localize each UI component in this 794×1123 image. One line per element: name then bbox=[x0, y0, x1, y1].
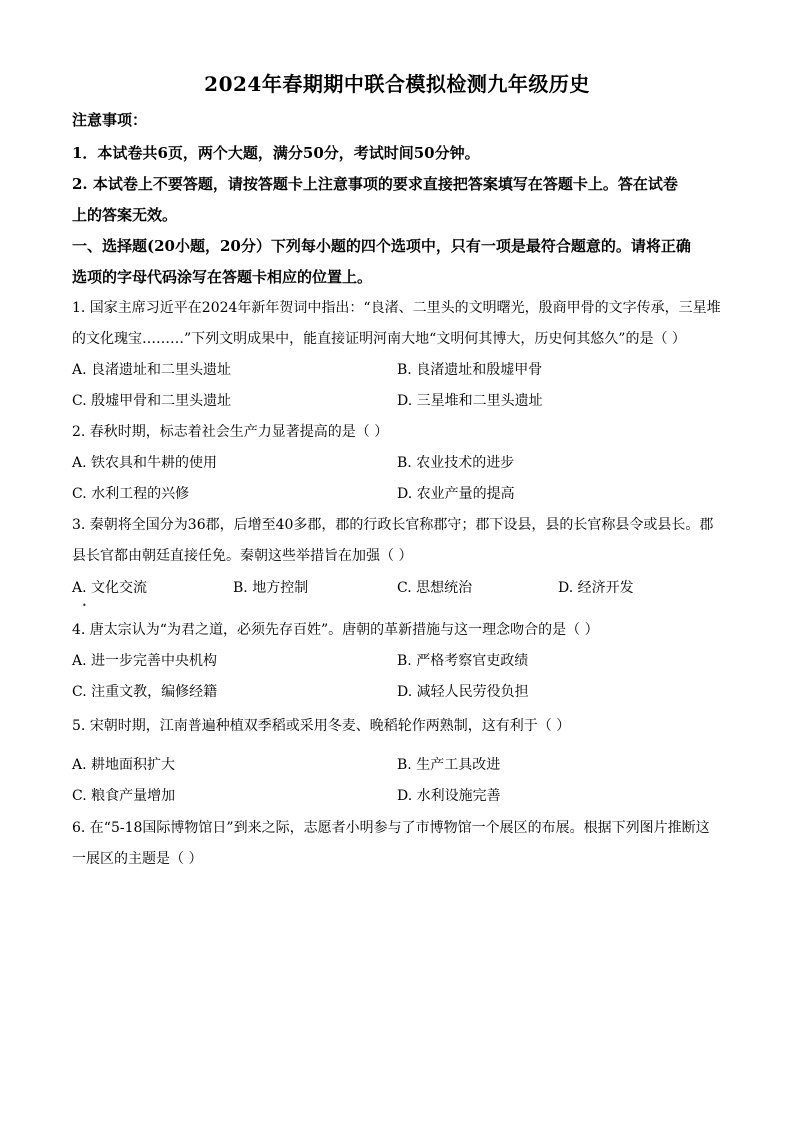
q5-option-a[interactable]: A. 耕地面积扩大 bbox=[72, 757, 176, 773]
q6-stem-line1: 6. 在“5-18国际博物馆日”到来之际，志愿者小明参与了市博物馆一个展区的布展。根据下列图片推断这 bbox=[72, 820, 710, 836]
notice-item-1: 1．本试卷共6页，两个大题，满分50分，考试时间50分钟。 bbox=[72, 144, 480, 162]
q1-option-d[interactable]: D. 三星堆和二里头遗址 bbox=[397, 393, 543, 409]
q6-stem-line2: 一展区的主题是（ ） bbox=[72, 851, 203, 867]
notice-item-2: 2. 本试卷上不要答题，请按答题卡上注意事项的要求直接把答案填写在答题卡上。答在试卷 bbox=[72, 175, 678, 193]
q2-stem: 2. 春秋时期，标志着社会生产力显著提高的是（ ） bbox=[72, 424, 389, 440]
q4-option-a[interactable]: A. 进一步完善中央机构 bbox=[72, 653, 218, 669]
q4-stem: 4. 唐太宗认为“为君之道，必须先存百姓”。唐朝的革新措施与这一理念吻合的是（ ） bbox=[72, 622, 599, 638]
q1-option-c[interactable]: C. 殷墟甲骨和二里头遗址 bbox=[72, 393, 232, 409]
q1-stem-line2: 的文化瑰宝………”下列文明成果中，能直接证明河南大地“文明何其博大，历史何其悠久”的是（ ） bbox=[72, 331, 686, 347]
q3-stem-line2: 县长官都由朝廷直接任免。秦朝这些举措旨在加强（ ） bbox=[72, 548, 413, 564]
q4-option-b[interactable]: B. 严格考察官吏政绩 bbox=[397, 653, 529, 669]
q3-option-b[interactable]: B. 地方控制 bbox=[233, 580, 309, 596]
q5-stem: 5. 宋朝时期，江南普遍种植双季稻或采用冬麦、晚稻轮作两熟制，这有利于（ ） bbox=[72, 718, 571, 734]
q5-option-d[interactable]: D. 水利设施完善 bbox=[397, 788, 501, 804]
q3-stem-line1: 3. 秦朝将全国分为36郡，后增至40多郡，郡的行政长官称郡守；郡下设县，县的长官称县令或县长。郡 bbox=[72, 517, 714, 533]
q1-option-b[interactable]: B. 良渚遗址和殷墟甲骨 bbox=[397, 362, 543, 378]
q4-option-c[interactable]: C. 注重文教，编修经籍 bbox=[72, 684, 218, 700]
q2-option-b[interactable]: B. 农业技术的进步 bbox=[397, 455, 515, 471]
exam-title: 2024年春期期中联合模拟检测九年级历史 bbox=[204, 72, 590, 96]
q3-option-a[interactable]: A. 文化交流 bbox=[72, 580, 148, 596]
q3-option-c[interactable]: C. 思想统治 bbox=[397, 580, 473, 596]
q5-option-b[interactable]: B. 生产工具改进 bbox=[397, 757, 501, 773]
q1-stem-line1: 1. 国家主席习近平在2024年新年贺词中指出：“良渚、二里头的文明曙光，殷商甲骨的文字传承，三星堆 bbox=[72, 300, 721, 316]
stray-dot-mark: • bbox=[82, 601, 87, 610]
q3-option-d[interactable]: D. 经济开发 bbox=[558, 580, 634, 596]
notice-item-2-cont: 上的答案无效。 bbox=[72, 206, 178, 224]
q1-option-a[interactable]: A. 良渚遗址和二里头遗址 bbox=[72, 362, 232, 378]
notice-heading: 注意事项： bbox=[72, 111, 148, 129]
q2-option-c[interactable]: C. 水利工程的兴修 bbox=[72, 486, 190, 502]
q2-option-d[interactable]: D. 农业产量的提高 bbox=[397, 486, 515, 502]
section1-instruction-line1: 一、选择题(20小题，20分）下列每小题的四个选项中，只有一项是最符合题意的。请将正确 bbox=[72, 237, 691, 255]
q2-option-a[interactable]: A. 铁农具和牛耕的使用 bbox=[72, 455, 218, 471]
section1-instruction-line2: 选项的字母代码涂写在答题卡相应的位置上。 bbox=[72, 268, 373, 286]
q4-option-d[interactable]: D. 减轻人民劳役负担 bbox=[397, 684, 529, 700]
q5-option-c[interactable]: C. 粮食产量增加 bbox=[72, 788, 176, 804]
